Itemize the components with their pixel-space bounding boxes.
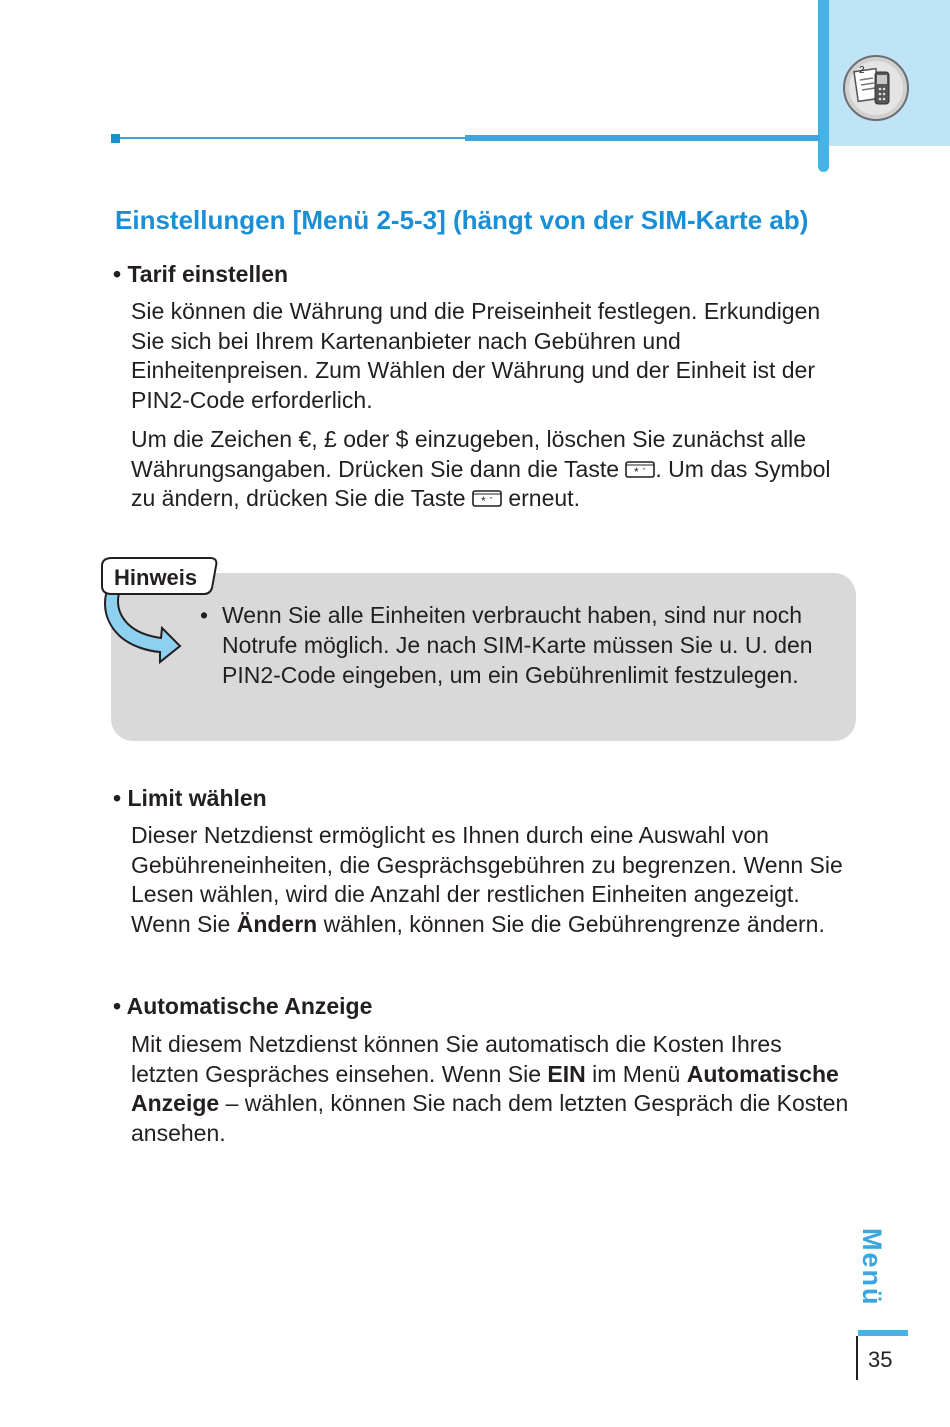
header-side-border (818, 0, 829, 172)
hint-text: Wenn Sie alle Einheiten verbraucht haben, sind nur noch Notrufe möglich. Je nach SIM-Karte müssen Sie u. U. den PIN2-Code eingeben, um ein Gebührenlimit festzulegen. (222, 602, 813, 688)
svg-text:*: * (634, 464, 640, 479)
tarif-paragraph-2-part-b: . Um das Symbol zu ändern, drücken Sie die Taste (131, 455, 831, 512)
header-rule-thick (465, 135, 820, 141)
auto-text-part-b: im Menü (585, 1060, 687, 1087)
phone-menu-icon (842, 54, 910, 122)
side-label (857, 1228, 912, 1323)
auto-heading: • Automatische Anzeige (113, 993, 373, 1019)
svg-text:Hinweis: Hinweis (114, 565, 198, 590)
limit-text-part-a: Dieser Netzdienst ermöglicht es Ihnen durch eine Auswahl von Gebühreneinheiten, die Gesprächsgebühren zu begrenzen. Wenn Sie Lesen wählen, wird die Anzahl der restlichen Einheiten angezeigt. Wenn Sie (131, 822, 843, 937)
header-square (111, 134, 120, 143)
auto-text-bold-1: EIN (547, 1060, 586, 1087)
svg-text:*: * (480, 494, 486, 509)
auto-text-part-a: Mit diesem Netzdienst können Sie automatisch die Kosten Ihres letzten Gespräches einsehen. Wenn Sie (131, 1031, 782, 1087)
auto-text-bold-2: Automatische Anzeige (131, 1060, 839, 1117)
side-label-text: Menü (857, 1228, 887, 1307)
limit-text-part-b: wählen, können Sie die Gebührengrenze ändern. (317, 910, 825, 937)
tarif-paragraph-2-part-c: erneut. (501, 485, 580, 512)
tarif-paragraph-2 (131, 425, 851, 514)
tarif-paragraph-2-part-a: Um die Zeichen €, £ oder $ einzugeben, löschen Sie zunächst alle Währungsangaben. Drücken Sie dann die Taste (131, 426, 807, 482)
tarif-paragraph-1: Sie können die Währung und die Preiseinheit festlegen. Erkundigen Sie sich bei Ihrem Kartenanbieter nach Gebühren und Einheitenpreisen. Zum Wählen der Währung und der Einheit ist der PIN2-Code erforderlich. (131, 298, 821, 413)
limit-heading: • Limit wählen (113, 785, 267, 811)
hint-bullet: • (200, 602, 209, 628)
header-rule-thin (118, 137, 468, 139)
svg-text:2: 2 (859, 65, 865, 76)
section-title: Einstellungen [Menü 2-5-3] (hängt von der SIM-Karte ab) (115, 205, 809, 235)
tarif-heading: • Tarif einstellen (113, 261, 289, 287)
limit-text-bold: Ändern (236, 910, 318, 937)
auto-text-part-c: – wählen, können Sie nach dem letzten Gespräch die Kosten ansehen. (131, 1090, 849, 1146)
star-key-icon (625, 461, 655, 479)
svg-text:": " (643, 467, 646, 475)
auto-paragraph (131, 1030, 851, 1148)
star-key-icon (472, 490, 502, 508)
page-divider (856, 1336, 858, 1380)
page-number: 35 (868, 1347, 893, 1372)
limit-paragraph (131, 821, 851, 939)
page-bar (858, 1330, 908, 1336)
svg-text:": " (489, 497, 493, 505)
